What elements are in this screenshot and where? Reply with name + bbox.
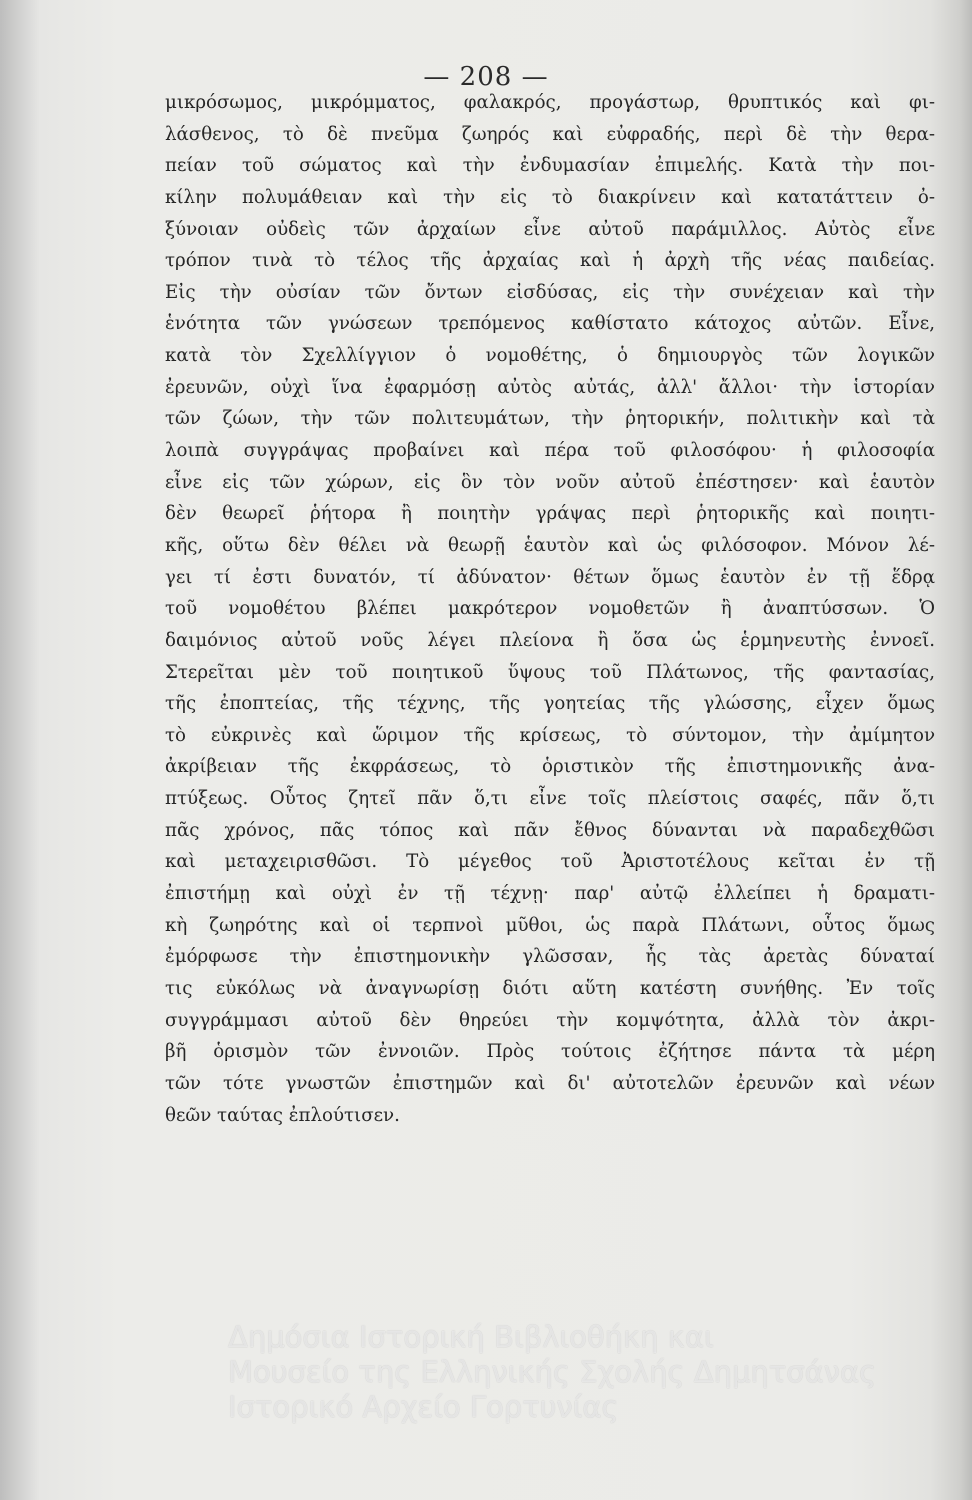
text-line: δαιμόνιος αὐτοῦ νοῦς λέγει πλείονα ἢ ὅσα ὡς ἑρμηνευτὴς ἐννοεῖ. bbox=[165, 629, 935, 651]
text-line: ἐμόρφωσε τὴν ἐπιστημονικὴν γλῶσσαν, ἧς τὰς ἀρετὰς δύναταί bbox=[165, 946, 935, 968]
text-line: βῆ ὁρισμὸν τῶν ἐννοιῶν. Πρὸς τούτοις ἐζήτησε πάντα τὰ μέρη bbox=[165, 1041, 935, 1063]
text-line: ἀκρίβειαν τῆς ἐκφράσεως, τὸ ὁριστικὸν τῆς ἐπιστημονικῆς ἀνα- bbox=[165, 756, 935, 778]
text-line: ἐρευνῶν, οὐχὶ ἵνα ἐφαρμόσῃ αὐτὸς αὐτάς, ἀλλ' ἄλλοι· τὴν ἱστορίαν bbox=[165, 376, 935, 398]
text-line: θεῶν ταύτας ἐπλούτισεν. bbox=[165, 1104, 400, 1126]
text-line: κῆς, οὕτω δὲν θέλει νὰ θεωρῇ ἑαυτὸν καὶ ὡς φιλόσοφον. Μόνον λέ- bbox=[165, 534, 935, 556]
text-line: πείαν τοῦ σώματος καὶ τὴν ἐνδυμασίαν ἐπιμελής. Κατὰ τὴν ποι- bbox=[165, 155, 935, 177]
text-line: ξύνοιαν οὐδεὶς τῶν ἀρχαίων εἶνε αὐτοῦ παράμιλλος. Αὐτὸς εἶνε bbox=[165, 218, 935, 240]
text-line: μικρόσωμος, μικρόμματος, φαλακρός, προγάστωρ, θρυπτικός καὶ φι- bbox=[165, 92, 935, 113]
text-line: ἑνότητα τῶν γνώσεων τρεπόμενος καθίστατο κάτοχος αὐτῶν. Εἶνε, bbox=[165, 313, 935, 335]
text-line: κατὰ τὸν Σχελλίγγιον ὁ νομοθέτης, ὁ δημιουργὸς τῶν λογικῶν bbox=[165, 345, 935, 367]
watermark-line: Μουσείο της Ελληνικής Σχολής Δημητσάνας bbox=[228, 1355, 877, 1389]
text-line: κὴ ζωηρότης καὶ οἱ τερπνοὶ μῦθοι, ὡς παρὰ Πλάτωνι, οὗτος ὅμως bbox=[165, 914, 935, 936]
text-line: τις εὐκόλως νὰ ἀναγνωρίσῃ διότι αὕτη κατέστη συνήθης. Ἐν τοῖς bbox=[165, 977, 935, 999]
library-watermark bbox=[228, 1320, 958, 1425]
text-line: τοῦ νομοθέτου βλέπει μακρότερον νομοθετῶν ἢ ἀναπτύσσων. Ὁ bbox=[165, 598, 935, 620]
text-line: Στερεῖται μὲν τοῦ ποιητικοῦ ὕψους τοῦ Πλάτωνος, τῆς φαντασίας, bbox=[165, 661, 935, 683]
text-line: γει τί ἐστι δυνατόν, τί ἀδύνατον· θέτων ὅμως ἑαυτὸν ἐν τῇ ἕδρᾳ bbox=[165, 566, 935, 588]
text-line: λοιπὰ συγγράψας προβαίνει καὶ πέρα τοῦ φιλοσόφου· ἡ φιλοσοφία bbox=[165, 440, 935, 462]
text-line: δὲν θεωρεῖ ῥήτορα ἢ ποιητὴν γράψας περὶ ῥητορικῆς καὶ ποιητι- bbox=[165, 503, 935, 525]
text-line: Εἰς τὴν οὐσίαν τῶν ὄντων εἰσδύσας, εἰς τὴν συνέχειαν καὶ τὴν bbox=[165, 281, 935, 303]
text-line: συγγράμμασι αὐτοῦ δὲν θηρεύει τὴν κομψότητα, ἀλλὰ τὸν ἀκρι- bbox=[165, 1009, 935, 1031]
watermark-line: Ιστορικό Αρχείο Γορτυνίας bbox=[228, 1390, 619, 1424]
watermark-line: Δημόσια Ιστορική Βιβλιοθήκη και bbox=[228, 1320, 714, 1354]
text-line: καὶ μεταχειρισθῶσι. Τὸ μέγεθος τοῦ Ἀριστοτέλους κεῖται ἐν τῇ bbox=[165, 851, 935, 873]
text-line: τῶν τότε γνωστῶν ἐπιστημῶν καὶ δι' αὐτοτελῶν ἐρευνῶν καὶ νέων bbox=[165, 1072, 935, 1094]
page-number: — 208 — bbox=[423, 62, 549, 92]
text-line: εἶνε εἰς τῶν χώρων, εἰς ὃν τὸν νοῦν αὐτοῦ ἐπέστησεν· καὶ ἑαυτὸν bbox=[165, 471, 935, 493]
text-line: τῆς ἐποπτείας, τῆς τέχνης, τῆς γοητείας τῆς γλώσσης, εἶχεν ὅμως bbox=[165, 693, 935, 715]
text-line: πᾶς χρόνος, πᾶς τόπος καὶ πᾶν ἔθνος δύνανται νὰ παραδεχθῶσι bbox=[165, 819, 935, 841]
text-line: τῶν ζώων, τὴν τῶν πολιτευμάτων, τὴν ῥητορικήν, πολιτικὴν καὶ τὰ bbox=[165, 408, 935, 430]
text-line: τρόπον τινὰ τὸ τέλος τῆς ἀρχαίας καὶ ἡ ἀρχὴ τῆς νέας παιδείας. bbox=[165, 250, 935, 272]
text-line: κίλην πολυμάθειαν καὶ τὴν εἰς τὸ διακρίνειν καὶ κατατάττειν ὀ- bbox=[165, 186, 935, 208]
text-line: τὸ εὐκρινὲς καὶ ὥριμον τῆς κρίσεως, τὸ σύντομον, τὴν ἀμίμητον bbox=[165, 724, 935, 746]
text-line: ἐπιστήμῃ καὶ οὐχὶ ἐν τῇ τέχνῃ· παρ' αὐτῷ ἐλλείπει ἡ δραματι- bbox=[165, 883, 935, 905]
text-line: λάσθενος, τὸ δὲ πνεῦμα ζωηρός καὶ εὐφραδής, περὶ δὲ τὴν θερα- bbox=[165, 123, 935, 145]
text-line: πτύξεως. Οὗτος ζητεῖ πᾶν ὅ,τι εἶνε τοῖς πλείστοις σαφές, πᾶν ὅ,τι bbox=[165, 788, 935, 810]
body-text bbox=[165, 87, 935, 1131]
